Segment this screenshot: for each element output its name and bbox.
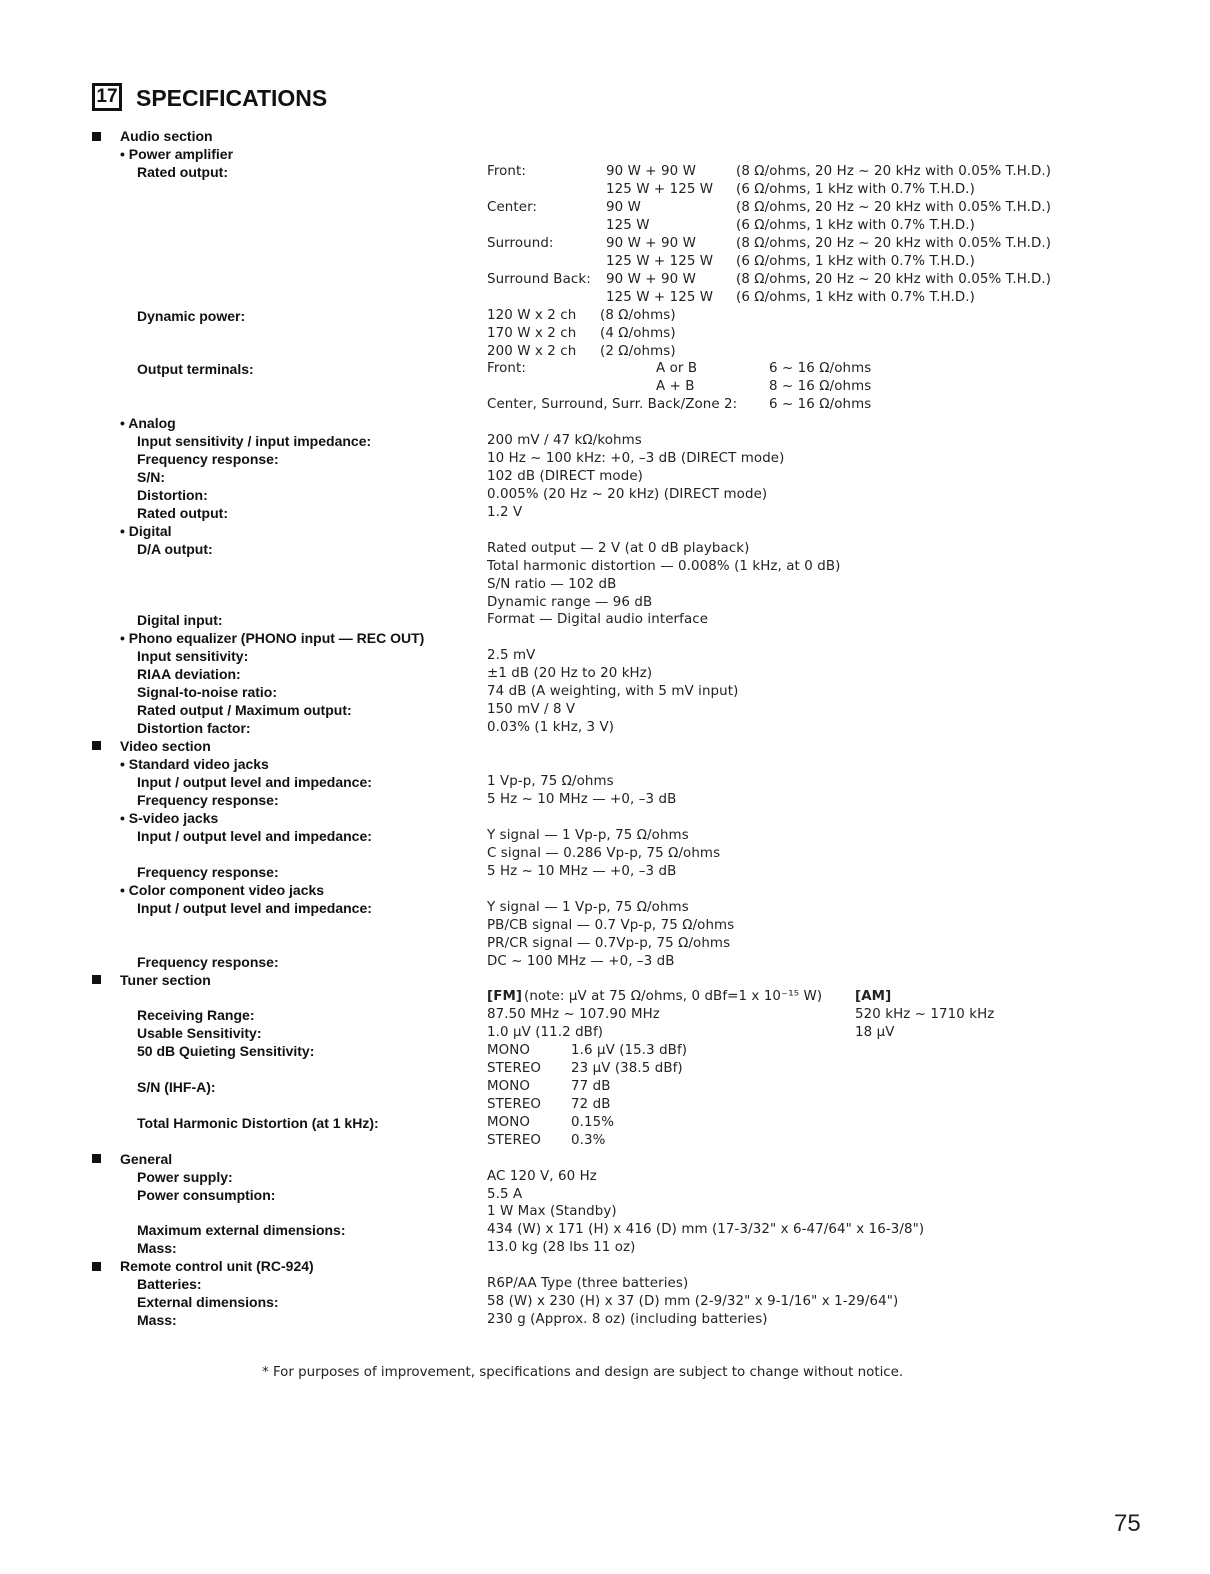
spec-value: A + B: [656, 379, 695, 394]
spec-value: 120 W x 2 ch: [487, 308, 577, 323]
spec-value: AC 120 V, 60 Hz: [487, 1169, 597, 1184]
spec-value: 58 (W) x 230 (H) x 37 (D) mm (2-9/32" x 9-1/16" x 1-29/64"): [487, 1294, 899, 1309]
spec-value: 87.50 MHz ~ 107.90 MHz: [487, 1007, 660, 1022]
spec-value: (8 Ω/ohms, 20 Hz ~ 20 kHz with 0.05% T.H.D.): [736, 272, 1052, 287]
spec-label: Maximum external dimensions:: [137, 1222, 346, 1238]
spec-value: S/N ratio — 102 dB: [487, 577, 617, 592]
page-title: SPECIFICATIONS: [136, 85, 328, 111]
spec-value: Y signal — 1 Vp-p, 75 Ω/ohms: [487, 828, 689, 843]
spec-value: 5 Hz ~ 10 MHz — +0, –3 dB: [487, 792, 677, 807]
spec-value: ±1 dB (20 Hz to 20 kHz): [487, 666, 653, 681]
spec-value: 8 ~ 16 Ω/ohms: [769, 379, 872, 394]
spec-label: Usable Sensitivity:: [137, 1025, 262, 1041]
spec-label: Power consumption:: [137, 1187, 276, 1203]
spec-label: RIAA deviation:: [137, 666, 241, 682]
spec-label: Distortion factor:: [137, 720, 251, 736]
spec-label: • Color component video jacks: [120, 882, 325, 898]
spec-value: C signal — 0.286 Vp-p, 75 Ω/ohms: [487, 846, 721, 861]
spec-value: R6P/AA Type (three batteries): [487, 1276, 689, 1291]
spec-value: Center:: [487, 200, 538, 215]
section-bullet: [92, 741, 101, 750]
spec-value: 90 W + 90 W: [606, 236, 696, 251]
spec-label: Frequency response:: [137, 451, 279, 467]
spec-value: (8 Ω/ohms, 20 Hz ~ 20 kHz with 0.05% T.H.D.): [736, 236, 1052, 251]
spec-label: D/A output:: [137, 541, 213, 557]
spec-value: DC ~ 100 MHz — +0, –3 dB: [487, 954, 675, 969]
spec-value: A or B: [656, 361, 698, 376]
spec-value: (4 Ω/ohms): [600, 326, 676, 341]
spec-label: Frequency response:: [137, 864, 279, 880]
spec-label: S/N:: [137, 469, 165, 485]
spec-value: STEREO: [487, 1061, 542, 1076]
spec-value: 5 Hz ~ 10 MHz — +0, –3 dB: [487, 864, 677, 879]
spec-value: 200 W x 2 ch: [487, 344, 577, 359]
spec-value: Rated output — 2 V (at 0 dB playback): [487, 541, 750, 556]
spec-value: 77 dB: [571, 1079, 611, 1094]
spec-value: Surround:: [487, 236, 554, 251]
spec-value: 0.3%: [571, 1133, 606, 1148]
spec-value: MONO: [487, 1043, 531, 1058]
spec-value: 102 dB (DIRECT mode): [487, 469, 643, 484]
spec-label: Input / output level and impedance:: [137, 774, 372, 790]
spec-value: 230 g (Approx. 8 oz) (including batteries): [487, 1312, 768, 1327]
spec-label: • S-video jacks: [120, 810, 219, 826]
spec-value: 1.0 μV (11.2 dBf): [487, 1025, 604, 1040]
spec-value: 150 mV / 8 V: [487, 702, 576, 717]
spec-label: Dynamic power:: [137, 308, 246, 324]
spec-value: (2 Ω/ohms): [600, 344, 676, 359]
spec-label: Power supply:: [137, 1169, 233, 1185]
section-number-box: 17: [92, 83, 122, 111]
spec-value: 125 W: [606, 218, 650, 233]
spec-value: 1.2 V: [487, 505, 523, 520]
section-bullet: [92, 1154, 101, 1163]
spec-value: 170 W x 2 ch: [487, 326, 577, 341]
spec-value: 0.03% (1 kHz, 3 V): [487, 720, 615, 735]
spec-value: Front:: [487, 164, 526, 179]
spec-value: (6 Ω/ohms, 1 kHz with 0.7% T.H.D.): [736, 290, 975, 305]
spec-value: 200 mV / 47 kΩ/kohms: [487, 433, 642, 448]
spec-value: MONO: [487, 1079, 531, 1094]
spec-label: Distortion:: [137, 487, 208, 503]
spec-value: (8 Ω/ohms): [600, 308, 676, 323]
spec-label: Signal-to-noise ratio:: [137, 684, 277, 700]
fm-heading: [FM]: [487, 989, 523, 1004]
spec-value: STEREO: [487, 1133, 542, 1148]
spec-label: Input sensitivity / input impedance:: [137, 433, 372, 449]
spec-label: Output terminals:: [137, 361, 254, 377]
spec-value: (8 Ω/ohms, 20 Hz ~ 20 kHz with 0.05% T.H.D.): [736, 200, 1052, 215]
spec-label: Input / output level and impedance:: [137, 900, 372, 916]
spec-label: Batteries:: [137, 1276, 202, 1292]
section-bullet: [92, 132, 101, 141]
spec-label: Mass:: [137, 1240, 177, 1256]
spec-value: 1.6 μV (15.3 dBf): [571, 1043, 688, 1058]
spec-value: STEREO: [487, 1097, 542, 1112]
spec-value: (6 Ω/ohms, 1 kHz with 0.7% T.H.D.): [736, 218, 975, 233]
spec-label: • Standard video jacks: [120, 756, 269, 772]
spec-value: 520 kHz ~ 1710 kHz: [855, 1007, 995, 1022]
spec-value: 72 dB: [571, 1097, 611, 1112]
spec-label: Remote control unit (RC-924): [120, 1258, 314, 1274]
spec-label: General: [120, 1151, 173, 1167]
spec-value: (6 Ω/ohms, 1 kHz with 0.7% T.H.D.): [736, 182, 975, 197]
spec-value: 13.0 kg (28 lbs 11 oz): [487, 1240, 636, 1255]
spec-value: 74 dB (A weighting, with 5 mV input): [487, 684, 739, 699]
spec-value: 125 W + 125 W: [606, 290, 714, 305]
section-bullet: [92, 975, 101, 984]
spec-label: Total Harmonic Distortion (at 1 kHz):: [137, 1115, 379, 1131]
section-bullet: [92, 1262, 101, 1271]
spec-label: Tuner section: [120, 972, 211, 988]
spec-value: Total harmonic distortion — 0.008% (1 kHz, at 0 dB): [487, 559, 841, 574]
spec-label: S/N (IHF-A):: [137, 1079, 216, 1095]
spec-label: Input sensitivity:: [137, 648, 249, 664]
spec-value: 125 W + 125 W: [606, 182, 714, 197]
spec-label: External dimensions:: [137, 1294, 279, 1310]
spec-label: Digital input:: [137, 612, 223, 628]
spec-label: • Digital: [120, 523, 172, 539]
spec-value: 90 W: [606, 200, 641, 215]
spec-value: 0.15%: [571, 1115, 615, 1130]
spec-label: Rated output:: [137, 164, 228, 180]
page-number: 75: [1114, 1510, 1141, 1537]
spec-label: Mass:: [137, 1312, 177, 1328]
spec-value: 434 (W) x 171 (H) x 416 (D) mm (17-3/32" x 6-47/64" x 16-3/8"): [487, 1222, 925, 1237]
spec-value: (6 Ω/ohms, 1 kHz with 0.7% T.H.D.): [736, 254, 975, 269]
spec-value: 125 W + 125 W: [606, 254, 714, 269]
spec-value: 6 ~ 16 Ω/ohms: [769, 361, 872, 376]
spec-value: Format — Digital audio interface: [487, 612, 709, 627]
footnote: * For purposes of improvement, specifications and design are subject to change without notice.: [262, 1365, 904, 1380]
spec-value: 1 Vp-p, 75 Ω/ohms: [487, 774, 614, 789]
spec-value: PR/CR signal — 0.7Vp-p, 75 Ω/ohms: [487, 936, 731, 951]
spec-label: • Phono equalizer (PHONO input — REC OUT): [120, 630, 425, 646]
spec-value: Center, Surround, Surr. Back/Zone 2:: [487, 397, 738, 412]
spec-value: 10 Hz ~ 100 kHz: +0, –3 dB (DIRECT mode): [487, 451, 785, 466]
spec-label: 50 dB Quieting Sensitivity:: [137, 1043, 315, 1059]
spec-label: Rated output:: [137, 505, 228, 521]
spec-label: Receiving Range:: [137, 1007, 255, 1023]
spec-value: 23 μV (38.5 dBf): [571, 1061, 683, 1076]
spec-value: 90 W + 90 W: [606, 164, 696, 179]
spec-value: Y signal — 1 Vp-p, 75 Ω/ohms: [487, 900, 689, 915]
spec-value: 0.005% (20 Hz ~ 20 kHz) (DIRECT mode): [487, 487, 768, 502]
spec-value: PB/CB signal — 0.7 Vp-p, 75 Ω/ohms: [487, 918, 735, 933]
spec-label: Frequency response:: [137, 954, 279, 970]
spec-value: 18 μV: [855, 1025, 895, 1040]
spec-value: 1 W Max (Standby): [487, 1204, 617, 1219]
spec-value: Dynamic range — 96 dB: [487, 595, 653, 610]
spec-label: Input / output level and impedance:: [137, 828, 372, 844]
am-heading: [AM]: [855, 989, 892, 1004]
spec-label: Rated output / Maximum output:: [137, 702, 352, 718]
spec-value: (8 Ω/ohms, 20 Hz ~ 20 kHz with 0.05% T.H.D.): [736, 164, 1052, 179]
spec-value: 5.5 A: [487, 1187, 523, 1202]
spec-label: Frequency response:: [137, 792, 279, 808]
spec-value: MONO: [487, 1115, 531, 1130]
spec-value: 90 W + 90 W: [606, 272, 696, 287]
spec-label: Audio section: [120, 128, 213, 144]
spec-value: 6 ~ 16 Ω/ohms: [769, 397, 872, 412]
spec-label: • Analog: [120, 415, 176, 431]
spec-value: Surround Back:: [487, 272, 591, 287]
spec-label: • Power amplifier: [120, 146, 234, 162]
spec-value: Front:: [487, 361, 526, 376]
spec-label: Video section: [120, 738, 211, 754]
spec-value: (note: μV at 75 Ω/ohms, 0 dBf=1 x 10⁻¹⁵ W): [524, 989, 823, 1004]
spec-value: 2.5 mV: [487, 648, 536, 663]
